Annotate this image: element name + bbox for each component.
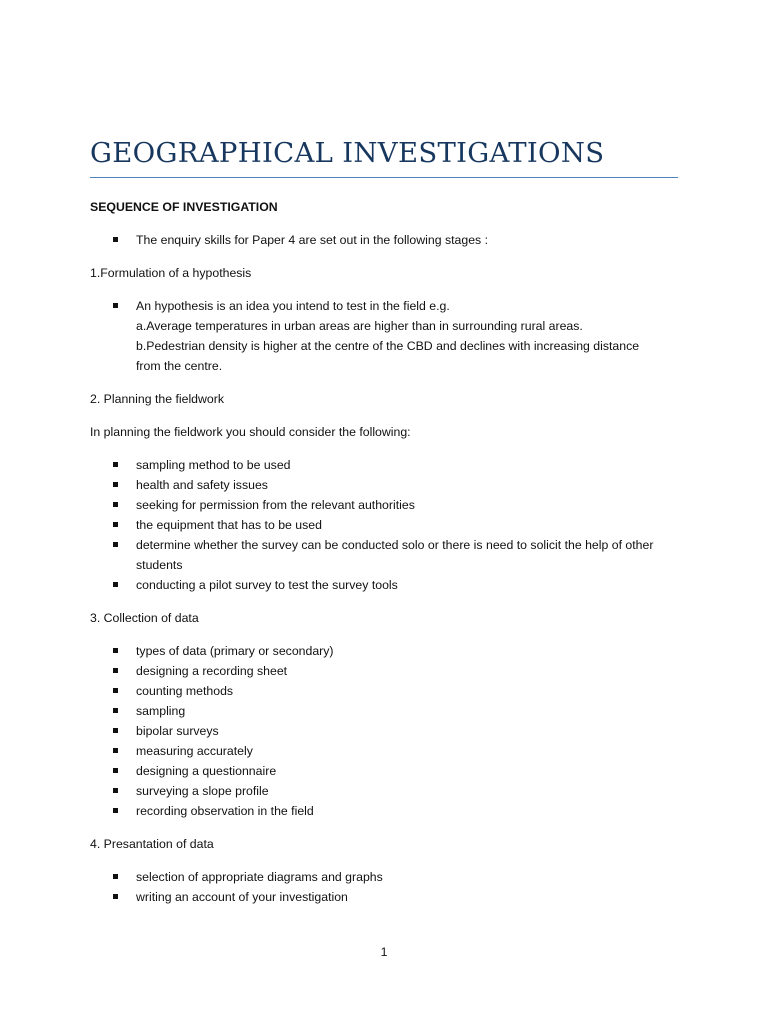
stage2-intro: In planning the fieldwork you should consider the following: (90, 425, 411, 439)
planning-bullet-list (90, 455, 678, 595)
square-bullet-icon (113, 894, 118, 899)
list-item (90, 761, 678, 781)
document-body (90, 197, 678, 920)
list-item (90, 475, 678, 495)
list-item (90, 887, 678, 907)
square-bullet-icon (113, 728, 118, 733)
list-item (90, 575, 678, 595)
bullet-text: conducting a pilot survey to test the survey tools (136, 578, 398, 592)
bullet-text: selection of appropriate diagrams and graphs (136, 870, 383, 884)
list-item (90, 455, 678, 475)
stage1-heading: 1.Formulation of a hypothesis (90, 266, 252, 280)
bullet-text: health and safety issues (136, 478, 268, 492)
list-item (90, 681, 678, 701)
list-item (90, 661, 678, 681)
list-item (90, 641, 678, 661)
stage3-heading: 3. Collection of data (90, 611, 199, 625)
document-page (90, 0, 678, 1024)
list-item (90, 801, 678, 821)
square-bullet-icon (113, 582, 118, 587)
title-underline (90, 177, 678, 178)
bullet-text: An hypothesis is an idea you intend to test in the field e.g. (136, 299, 450, 313)
bullet-text: seeking for permission from the relevant authorities (136, 498, 415, 512)
bullet-text: designing a questionnaire (136, 764, 277, 778)
list-item (90, 741, 678, 761)
list-item (90, 535, 678, 575)
square-bullet-icon (113, 788, 118, 793)
square-bullet-icon (113, 874, 118, 879)
document-title: GEOGRAPHICAL INVESTIGATIONS (90, 137, 605, 169)
bullet-text: measuring accurately (136, 744, 253, 758)
bullet-text: sampling (136, 704, 186, 718)
bullet-text: counting methods (136, 684, 234, 698)
square-bullet-icon (113, 237, 118, 242)
square-bullet-icon (113, 462, 118, 467)
list-item (90, 230, 678, 250)
bullet-text: recording observation in the field (136, 804, 314, 818)
bullet-text: The enquiry skills for Paper 4 are set out in the following stages : (136, 233, 489, 247)
square-bullet-icon (113, 648, 118, 653)
bullet-text: determine whether the survey can be conducted solo or there is need to solicit the help of other (136, 538, 654, 552)
bullet-text-continued: a.Average temperatures in urban areas are higher than in surrounding rural areas. (136, 319, 583, 333)
bullet-text: bipolar surveys (136, 724, 219, 738)
square-bullet-icon (113, 808, 118, 813)
bullet-text: types of data (primary or secondary) (136, 644, 334, 658)
stage4-heading: 4. Presantation of data (90, 837, 214, 851)
presentation-bullet-list (90, 867, 678, 907)
bullet-text-continued: b.Pedestrian density is higher at the centre of the CBD and declines with increasing distance (136, 339, 640, 353)
list-item (90, 296, 678, 376)
list-item (90, 781, 678, 801)
square-bullet-icon (113, 668, 118, 673)
square-bullet-icon (113, 542, 118, 547)
hypothesis-bullet-list (90, 296, 678, 376)
bullet-text-continued: students (136, 558, 183, 572)
square-bullet-icon (113, 482, 118, 487)
page-number: 1 (380, 945, 388, 959)
bullet-text: surveying a slope profile (136, 784, 269, 798)
bullet-text: designing a recording sheet (136, 664, 288, 678)
collection-bullet-list (90, 641, 678, 821)
bullet-text: sampling method to be used (136, 458, 291, 472)
bullet-text: the equipment that has to be used (136, 518, 322, 532)
section-heading: SEQUENCE OF INVESTIGATION (90, 200, 278, 214)
bullet-text: writing an account of your investigation (136, 890, 348, 904)
square-bullet-icon (113, 303, 118, 308)
square-bullet-icon (113, 768, 118, 773)
list-item (90, 515, 678, 535)
list-item (90, 701, 678, 721)
square-bullet-icon (113, 502, 118, 507)
bullet-text-continued: from the centre. (136, 359, 223, 373)
square-bullet-icon (113, 748, 118, 753)
square-bullet-icon (113, 688, 118, 693)
square-bullet-icon (113, 708, 118, 713)
list-item (90, 721, 678, 741)
list-item (90, 867, 678, 887)
square-bullet-icon (113, 522, 118, 527)
list-item (90, 495, 678, 515)
stage2-heading: 2. Planning the fieldwork (90, 392, 224, 406)
intro-bullet-list (90, 230, 678, 250)
